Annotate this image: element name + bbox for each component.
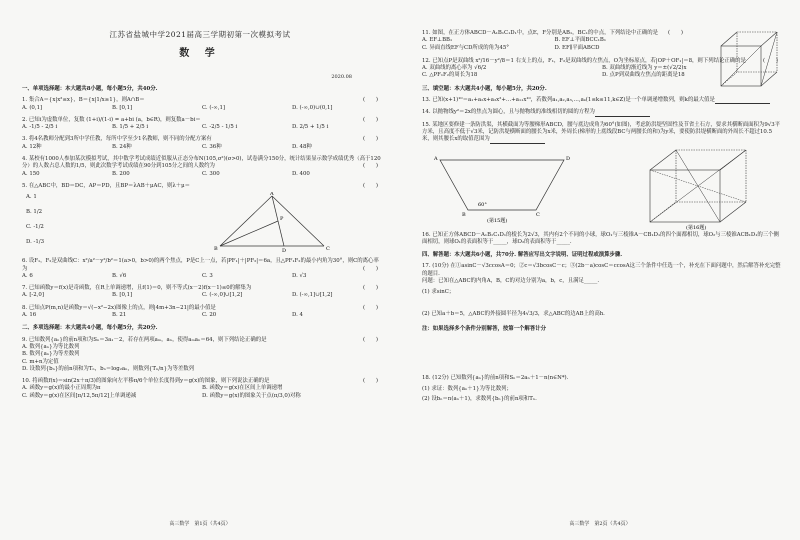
page-2 [400,0,800,540]
question-4: 4. 某校有1000人参加某次模拟考试，其中数学考试成绩近似服从正态分布N(105,σ²)(σ>0)，试卷满分150分，统计结果显示数学成绩优秀（高于120分）的人数占总人数的1/5，则此次数学考试成绩在90分到105分之间的人数约为 ( ) [22,156,381,170]
question-2-options: A. -1/5 - 2/5 i B. 1/5 + 2/5 i C. -2/5 - 1/5 i D. 2/5 + 1/5 i [22,124,329,131]
question-12: 12. 已知点P是双曲线 x²/16－y²/8＝1 右支上的点，F₁，F₂是双曲线的左焦点，O为坐标原点，若|OP＋OF₁|＝8，则下列结论正确的是 ( ) [422,57,778,64]
question-7: 7. 已知函数y＝f(x)是奇函数，在R上单调递增，且f(1)＝0，则不等式(x－2)f(x－1)≤0的解集为 ( ) [22,285,378,292]
question-3-options: A. 12种 B. 24种 C. 36种 D. 48种 [22,143,312,150]
page-footer: 高三数学 第2页（共4页） [569,521,631,528]
question-3: 3. 将4名教师分配到3所中学任教，每所中学至少1名教师，则不同的分配方案有 ( ) [22,136,378,143]
question-11: 11. 如图，在正方体ABCD－A₁B₁C₁D₁中，点E，F分别是AB₁，BC₁的中点，下列结论中正确的是 ( ) [422,30,683,36]
svg-text:A: A [270,192,274,198]
question-1: 1. 集合A＝{x|x²≤x}，B＝{x|1/x≥1}，则A∩B＝ ( ) [22,97,378,104]
question-8: 8. 已知点P(m,n)是函数y＝√(−x²−2x)图像上的点，则|4m+3n−21|的最小值是 ( ) [22,304,378,311]
question-13: 13. 已知(x+1)¹⁰＝a₁+a₂x+a₃x²+…+a₁₁x¹⁰，若数列a₁,a₂,a₃,…,aₖ(1≤k≤11,k∈Z)是一个单调递增数列，则k的最大值是 [422,97,782,104]
question-4-options: A. 150 B. 200 C. 300 D. 400 [22,170,310,177]
question-6: 6. 设F₁，F₂是双曲线C：x²/a²－y²/b²＝1(a>0，b>0)的两个焦点，P是C上一点，若|PF₁|＋|PF₂|＝6a，且△PF₁F₂的最小内角为30°，则C的离心率为 ( ) [22,258,379,272]
question-7-options: A. [-2,0] B. [0,1] C. (-∞,0]∪[1,2] D. (-∞,1]∪[1,2] [22,292,333,299]
question-11-block [422,30,782,52]
question-18: 18. (12分) 已知数列{aₙ}的前n项和Sₙ＝2aₙ＋1－n(n∈N*). [422,375,569,382]
figure-15-caption: (第15题) [487,217,508,224]
triangle-figure [212,192,332,252]
trapezoid-figure [432,150,572,224]
question-14: 14. 以抛物线y²＝2x的焦点为圆心，且与抛物线的准线相切的圆的方程为 [422,109,782,116]
svg-text:A: A [434,155,438,162]
svg-text:B: B [462,211,466,218]
question-2: 2. 已知i为虚数单位，复数 (1+i)/(1-i) = a+bi (a，b∈R)，则复数a－bi＝ ( ) [22,116,378,123]
svg-text:60°: 60° [478,201,487,208]
svg-text:C: C [326,246,330,253]
question-10: 10. 将函数f(x)＝sin(2x＋π/3)的图象向左平移π/6个单位长度得到y＝g(x)的图象，则下列说法正确的是 ( ) [22,378,378,385]
svg-text:D: D [566,155,571,162]
section-heading: 二、多项选择题：本大题共4小题，每小题5分，共20分. [22,325,158,332]
page-footer: 高三数学 第1页（共4页） [169,521,231,528]
figures-15-16 [422,144,782,232]
question-17-note: 注：如果选择多个条件分别解答，按第一个解答计分 [422,325,546,332]
section-heading: 一、单项选择题：本大题共8小题，每小题5分，共40分. [22,86,158,92]
question-5-options: A. 1 B. 1/2 C. -1/2 D. -1/3 A B C D P [22,190,382,256]
question-8-options: A. 16 B. 21 C. 20 D. 4 [22,312,303,319]
svg-text:D: D [282,248,287,253]
cube-figure [717,28,781,90]
question-17-part-1: (1) 求sinC； [422,289,455,296]
question-9-options: A. 数列{aₙ}为等比数列 B. 数列{aₙ}为等差数列 C. m+n为定值 D. 设数列{bₙ}的前n项和为Tₙ，bₙ＝log₂aₙ，则数列{Tₙ/n}为等差数列 [22,343,195,372]
subject-title: 数 学 [179,48,221,59]
section-single-choice [22,86,382,400]
question-17: 17. (10分) 在①asinC－√3ccosA＝0；②c＝√3bcosC－c；③(2b－a)cosC＝ccosA这三个条件中任选一个，补充在下面问题中，然后解答补充完整的题目. [422,263,781,277]
question-12-options: A. 双曲线的离心率为 √6/2 B. 双曲线的渐近线为 y＝±(√2/2)x C. △PF₁F₂的周长为18 D. 点P到双曲线左焦点的距离是18 [422,65,687,79]
section-heading: 三、填空题：本大题共4小题，每小题5分，共20分. [422,85,547,92]
question-6-options: A. 6 B. √6 C. 3 D. √3 [22,272,307,279]
question-18-part-1: (1) 求证：数列{aₙ＋1}为等比数列； [422,385,512,392]
exam-date: 2020.08 [331,74,352,80]
question-10-options: A. 函数y＝g(x)的最小正周期为π B. 函数y＝g(x)在区间上单调递增 C. 函数y＝g(x)在区间[π/12,5π/12]上单调递减 D. 函数y＝g(x)的图象关于点(π/3,0)对称 [22,385,301,399]
cube-figure-16 [642,144,762,230]
question-16: 16. 已知正方体ABCD－A₁B₁C₁D₁的棱长为2√3，其内有2个不同的小球，球O₁与三棱锥A－CB₁D₁的四个面都相切，球O₂与三棱锥ACB₁D₁的三个侧面相切，则球O₁的表面积等于_____，球O₂的表面积等于_____. [422,231,779,245]
question-11-options: A. EF⊥BB₁ B. EF⊥平面BCC₁B₁ C. 异面直线EF与CD所成的角为45° D. EF∥平面ABCD [422,37,607,51]
figure-16-caption: (第16题) [686,224,707,230]
section-heading: 四、解答题：本大题共6小题，共70分. 解答应写出文字说明、证明过程或演算步骤. [422,252,623,259]
svg-text:B: B [214,246,218,253]
question-5: 5. 在△ABC中，BD＝DC，AP＝PD，且BP＝λAB＋μAC，则λ＋μ＝ ( ) [22,182,378,189]
question-15: 15. 某地区要修建一条防洪渠，其横截面为等腰梯形ABCD，腰与底边成角为60°(如图)，考虑防洪堤坚固性及节省土石方，要求其横断面面积为9√3平方米，且高度不低于√3米，记防洪堤横断面的腰长为x米，外周长(梯形的上底线段BC与两腰长的和)为y米，要使防洪堤横断面的外周长不超过10.5米，则其腰长x的取值范围为 [422,121,781,143]
svg-text:C: C [536,211,540,218]
svg-text:P: P [280,216,284,223]
question-18-part-2: (2) 设bₙ＝n(aₙ＋1)，求数列{bₙ}的前n项和Tₙ. [422,395,537,402]
section-multi-choice-cont [422,30,782,403]
exam-title: 江苏省盐城中学2021届高三学期初第一次模拟考试 [109,30,291,39]
question-17-part-2: (2) 已知a＋b＝5，△ABC的外接圆半径为4√3/3，求△ABC的边AB上的高h. [422,310,605,317]
question-9: 9. 已知数列{aₙ}的前n项和为Sₙ＝3a₁－2，若存在两项aₘ，aₙ，使得aₘaₙ＝64，则下列结论正确的是 ( ) [22,336,378,343]
question-17-body: 问题：已知在△ABC的内角A，B，C的对边分别为a，b，c，且满足_____. [422,278,600,285]
question-1-options: A. (0,1] B. [0,1] C. (-∞,1] D. (-∞,0)∪(0,1] [22,104,333,111]
